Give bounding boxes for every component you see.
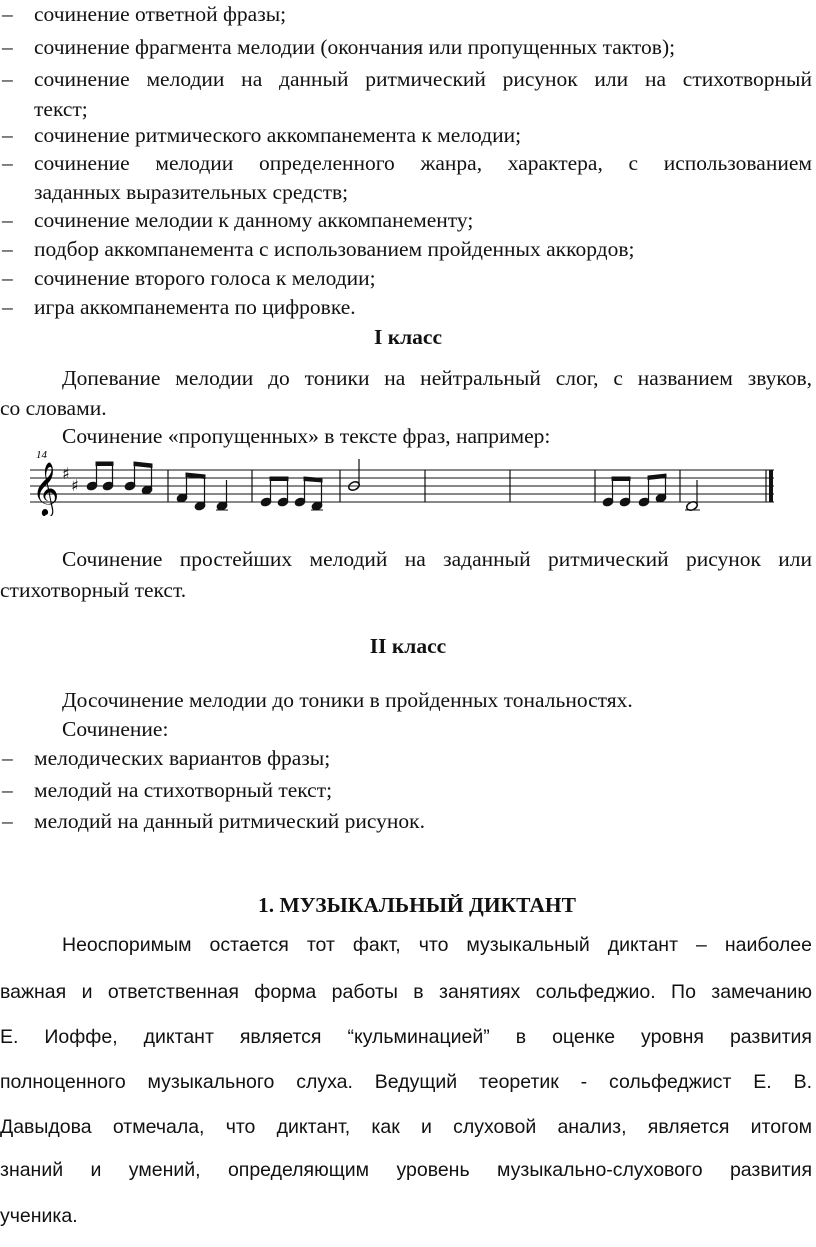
body-line: ученика. xyxy=(0,1205,78,1227)
body-line: Е. Иоффе, диктант является “кульминацией” в оценке уровня развития xyxy=(0,1026,812,1048)
music-score xyxy=(30,446,782,516)
body-line: Давыдова отмечала, что диктант, как и слуховой анализ, является итогом xyxy=(0,1116,812,1138)
list-item: – мелодий на данный ритмический рисунок. xyxy=(2,809,425,833)
list-item-continuation: текст; xyxy=(34,97,88,121)
list-item: – сочинение фрагмента мелодии (окончания или пропущенных тактов); xyxy=(2,35,676,59)
measure-number: 14 xyxy=(36,449,47,461)
paragraph: Сочинение «пропущенных» в тексте фраз, например: xyxy=(62,424,551,448)
paragraph-continuation: стихотворный текст. xyxy=(0,578,187,602)
treble-clef-icon: 𝄞 xyxy=(32,461,60,515)
paragraph: Сочинение простейших мелодий на заданный ритмический рисунок или xyxy=(62,547,812,571)
paragraph: Досочинение мелодии до тоники в пройденных тональностях. xyxy=(62,688,633,712)
section-heading: 1. МУЗЫКАЛЬНЫЙ ДИКТАНТ xyxy=(258,893,576,917)
heading-class-2: II класс xyxy=(369,634,447,658)
paragraph: Допевание мелодии до тоники на нейтральный слог, с названием звуков, xyxy=(62,366,812,390)
list-item-continuation: заданных выразительных средств; xyxy=(34,180,349,204)
sharp-icon: ♯ xyxy=(71,476,79,495)
heading-class-1: I класс xyxy=(373,325,443,349)
body-line: важная и ответственная форма работы в занятиях сольфеджио. По замечанию xyxy=(0,981,812,1003)
paragraph: Сочинение: xyxy=(62,717,169,741)
list-item: – мелодий на стихотворный текст; xyxy=(2,778,333,802)
list-item: – сочинение мелодии определенного жанра, характера, с использованием xyxy=(2,151,812,175)
body-line: полноценного музыкального слуха. Ведущий теоретик - сольфеджист Е. В. xyxy=(0,1071,812,1093)
list-item: – сочинение ответной фразы; xyxy=(2,2,287,26)
list-item: – мелодических вариантов фразы; xyxy=(2,746,331,770)
body-line: знаний и умений, определяющим уровень музыкально-слухового развития xyxy=(0,1159,812,1181)
list-item: – подбор аккомпанемента с использованием пройденных аккордов; xyxy=(2,237,635,261)
list-item: – сочинение ритмического аккомпанемента к мелодии; xyxy=(2,123,522,147)
list-item: – сочинение мелодии на данный ритмический рисунок или на стихотворный xyxy=(2,67,812,91)
list-item: – сочинение мелодии к данному аккомпанементу; xyxy=(2,208,474,232)
sharp-icon: ♯ xyxy=(62,464,70,483)
body-line: Неоспоримым остается тот факт, что музыкальный диктант – наиболее xyxy=(62,934,812,956)
list-item: – игра аккомпанемента по цифровке. xyxy=(2,295,356,319)
paragraph-continuation: со словами. xyxy=(0,396,107,420)
list-item: – сочинение второго голоса к мелодии; xyxy=(2,266,376,290)
